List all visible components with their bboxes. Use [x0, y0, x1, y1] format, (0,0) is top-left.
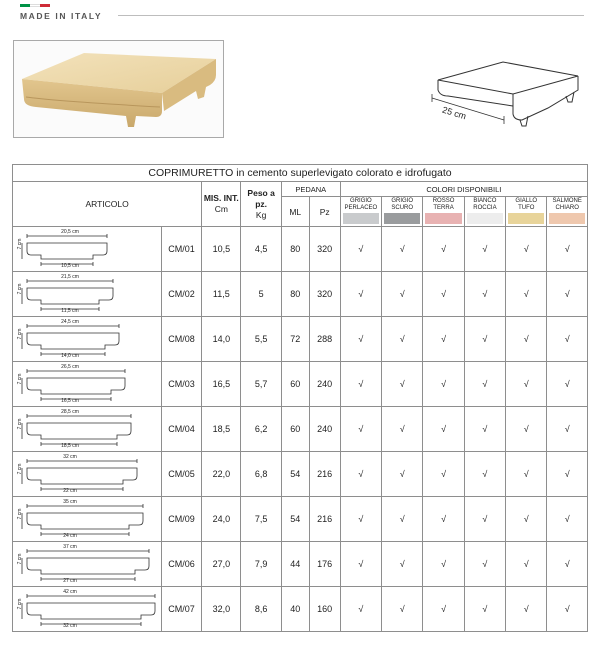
- color-name-line2: TERRA: [433, 205, 454, 211]
- header-colori: COLORI DISPONIBILI: [340, 182, 587, 197]
- profile-bottom-width: 11,5 cm: [61, 308, 79, 314]
- pedana-ml-value: 44: [281, 542, 309, 587]
- profile-height: 7 cm: [17, 598, 23, 610]
- product-code: CM/01: [161, 227, 201, 272]
- header-mis-int: [202, 182, 241, 227]
- color-name-line1: BIANCO: [473, 198, 497, 204]
- profile-bottom-width: 22 cm: [63, 488, 77, 494]
- made-in-italy-label: MADE IN ITALY: [20, 11, 103, 21]
- color-name-line2: ROCCIA: [473, 205, 497, 211]
- profile-bottom-width: 16,5 cm: [61, 398, 79, 404]
- product-code: CM/06: [161, 542, 201, 587]
- mis-int-value: 10,5: [202, 227, 241, 272]
- profile-drawing: [13, 497, 161, 541]
- peso-value: 5,5: [241, 317, 281, 362]
- peso-value: 6,8: [241, 452, 281, 497]
- profile-height: 7 cm: [17, 553, 23, 565]
- profile-drawing: [13, 587, 161, 631]
- availability-check: √: [547, 317, 588, 362]
- color-swatch: [425, 213, 461, 224]
- peso-value: 7,9: [241, 542, 281, 587]
- table-row: [13, 362, 588, 407]
- color-name-line2: CHIARO: [555, 205, 579, 211]
- profile-top-width: 21,5 cm: [61, 274, 79, 280]
- availability-check: √: [464, 317, 505, 362]
- profile-height: 7 cm: [17, 463, 23, 475]
- mis-int-value: 14,0: [202, 317, 241, 362]
- table-row: [13, 542, 588, 587]
- availability-check: √: [547, 542, 588, 587]
- availability-check: √: [382, 497, 423, 542]
- color-swatch: [549, 213, 585, 224]
- product-code: CM/03: [161, 362, 201, 407]
- flag-red: [40, 4, 50, 7]
- availability-check: √: [423, 497, 464, 542]
- availability-check: √: [464, 362, 505, 407]
- table-row: [13, 272, 588, 317]
- profile-top-width: 35 cm: [63, 499, 77, 505]
- availability-check: √: [506, 227, 547, 272]
- availability-check: √: [506, 542, 547, 587]
- availability-check: √: [423, 542, 464, 587]
- header-peso: [241, 182, 281, 227]
- color-header: [506, 197, 547, 227]
- availability-check: √: [382, 317, 423, 362]
- availability-check: √: [340, 317, 381, 362]
- availability-check: √: [464, 587, 505, 632]
- availability-check: √: [506, 272, 547, 317]
- availability-check: √: [382, 452, 423, 497]
- pedana-pz-value: 320: [309, 227, 340, 272]
- pedana-pz-value: 176: [309, 542, 340, 587]
- spec-table: [12, 164, 588, 632]
- color-header: [382, 197, 423, 227]
- availability-check: √: [547, 407, 588, 452]
- pedana-ml-value: 40: [281, 587, 309, 632]
- pedana-pz-value: 160: [309, 587, 340, 632]
- availability-check: √: [340, 497, 381, 542]
- header-mis-label: MIS. INT.: [203, 193, 239, 203]
- pedana-pz-value: 320: [309, 272, 340, 317]
- availability-check: √: [547, 497, 588, 542]
- availability-check: √: [382, 362, 423, 407]
- profile-top-width: 28,5 cm: [61, 409, 79, 415]
- profile-drawing: [13, 542, 161, 586]
- availability-check: √: [382, 227, 423, 272]
- product-code: CM/07: [161, 587, 201, 632]
- color-swatch: [384, 213, 420, 224]
- table-title: COPRIMURETTO in cemento superlevigato colorato e idrofugato: [13, 165, 588, 182]
- product-code: CM/04: [161, 407, 201, 452]
- availability-check: √: [423, 452, 464, 497]
- color-header: [340, 197, 381, 227]
- header-pz: Pz: [309, 197, 340, 227]
- profile-drawing-cell: [13, 452, 162, 497]
- header-peso-label: Peso a pz.: [247, 187, 275, 209]
- profile-top-width: 20,5 cm: [61, 229, 79, 235]
- profile-drawing-cell: [13, 497, 162, 542]
- profile-bottom-width: 18,5 cm: [61, 443, 79, 449]
- profile-bottom-width: 10,5 cm: [61, 263, 79, 269]
- profile-drawing: [13, 272, 161, 316]
- availability-check: √: [506, 362, 547, 407]
- profile-height: 7 cm: [17, 283, 23, 295]
- profile-drawing-cell: [13, 407, 162, 452]
- pedana-ml-value: 80: [281, 272, 309, 317]
- availability-check: √: [506, 317, 547, 362]
- profile-height: 7 cm: [17, 508, 23, 520]
- mis-int-value: 16,5: [202, 362, 241, 407]
- availability-check: √: [340, 542, 381, 587]
- color-name-line1: GRIGIO: [350, 198, 372, 204]
- profile-top-width: 26,5 cm: [61, 364, 79, 370]
- mis-int-value: 32,0: [202, 587, 241, 632]
- availability-check: √: [464, 407, 505, 452]
- profile-top-width: 24,5 cm: [61, 319, 79, 325]
- availability-check: √: [464, 227, 505, 272]
- profile-drawing: [13, 407, 161, 451]
- color-name-line2: PERLACEO: [344, 205, 378, 211]
- table-row: [13, 587, 588, 632]
- availability-check: √: [464, 452, 505, 497]
- diagram-width-label: 25 cm: [441, 104, 468, 122]
- table-row: [13, 407, 588, 452]
- table-row: [13, 452, 588, 497]
- profile-drawing-cell: [13, 542, 162, 587]
- profile-height: 7 cm: [17, 418, 23, 430]
- table-row: [13, 497, 588, 542]
- pedana-ml-value: 54: [281, 452, 309, 497]
- availability-check: √: [382, 587, 423, 632]
- pedana-pz-value: 240: [309, 407, 340, 452]
- availability-check: √: [464, 272, 505, 317]
- pedana-pz-value: 240: [309, 362, 340, 407]
- product-code: CM/09: [161, 497, 201, 542]
- coping-stone-image: [14, 41, 223, 137]
- availability-check: √: [340, 272, 381, 317]
- product-photo: [13, 40, 224, 138]
- mis-int-value: 24,0: [202, 497, 241, 542]
- color-name-line2: SCURO: [391, 205, 414, 211]
- availability-check: √: [423, 362, 464, 407]
- availability-check: √: [506, 497, 547, 542]
- pedana-ml-value: 80: [281, 227, 309, 272]
- table-row: [13, 227, 588, 272]
- mis-int-value: 27,0: [202, 542, 241, 587]
- color-swatch: [467, 213, 503, 224]
- mis-int-value: 11,5: [202, 272, 241, 317]
- profile-bottom-width: 24 cm: [63, 533, 77, 539]
- availability-check: √: [382, 542, 423, 587]
- profile-drawing: [13, 317, 161, 361]
- availability-check: √: [423, 272, 464, 317]
- profile-top-width: 37 cm: [63, 544, 77, 550]
- availability-check: √: [423, 407, 464, 452]
- color-name-line1: ROSSO: [432, 198, 455, 204]
- mis-int-value: 18,5: [202, 407, 241, 452]
- pedana-pz-value: 216: [309, 497, 340, 542]
- coping-diagram: [418, 50, 588, 135]
- profile-bottom-width: 27 cm: [63, 578, 77, 584]
- header-ml: ML: [281, 197, 309, 227]
- profile-drawing-cell: [13, 587, 162, 632]
- availability-check: √: [464, 542, 505, 587]
- pedana-ml-value: 60: [281, 362, 309, 407]
- mis-int-value: 22,0: [202, 452, 241, 497]
- header-divider: [118, 15, 584, 16]
- peso-value: 8,6: [241, 587, 281, 632]
- product-code: CM/05: [161, 452, 201, 497]
- availability-check: √: [506, 452, 547, 497]
- profile-drawing: [13, 227, 161, 271]
- profile-drawing-cell: [13, 317, 162, 362]
- peso-value: 4,5: [241, 227, 281, 272]
- profile-drawing-cell: [13, 272, 162, 317]
- availability-check: √: [340, 587, 381, 632]
- profile-drawing-cell: [13, 362, 162, 407]
- availability-check: √: [423, 227, 464, 272]
- availability-check: √: [547, 227, 588, 272]
- flag-green: [20, 4, 30, 7]
- availability-check: √: [423, 587, 464, 632]
- profile-bottom-width: 32 cm: [63, 623, 77, 629]
- header-mis-unit: Cm: [214, 204, 228, 214]
- profile-height: 7 cm: [17, 373, 23, 385]
- color-header: [423, 197, 464, 227]
- product-code: CM/02: [161, 272, 201, 317]
- availability-check: √: [382, 407, 423, 452]
- profile-top-width: 42 cm: [63, 589, 77, 595]
- profile-drawing: [13, 452, 161, 496]
- pedana-pz-value: 288: [309, 317, 340, 362]
- header-pedana: PEDANA: [281, 182, 340, 197]
- color-header: [464, 197, 505, 227]
- color-name-line1: GRIGIO: [391, 198, 414, 204]
- profile-bottom-width: 14,0 cm: [61, 353, 79, 359]
- availability-check: √: [547, 587, 588, 632]
- pedana-ml-value: 54: [281, 497, 309, 542]
- table-row: [13, 317, 588, 362]
- header-peso-unit: Kg: [255, 209, 267, 220]
- peso-value: 5: [241, 272, 281, 317]
- pedana-ml-value: 72: [281, 317, 309, 362]
- profile-drawing-cell: [13, 227, 162, 272]
- profile-height: 7 cm: [17, 238, 23, 250]
- color-swatch: [508, 213, 544, 224]
- availability-check: √: [547, 272, 588, 317]
- availability-check: √: [547, 362, 588, 407]
- italian-flag: [20, 4, 50, 7]
- color-name-line2: TUFO: [518, 205, 535, 211]
- pedana-pz-value: 216: [309, 452, 340, 497]
- profile-top-width: 32 cm: [63, 454, 77, 460]
- availability-check: √: [340, 362, 381, 407]
- profile-height: 7 cm: [17, 328, 23, 340]
- flag-white: [30, 4, 40, 7]
- color-name-line1: GIALLO: [515, 198, 538, 204]
- peso-value: 5,7: [241, 362, 281, 407]
- pedana-ml-value: 60: [281, 407, 309, 452]
- header-articolo: ARTICOLO: [13, 182, 202, 227]
- color-name-line1: SALMONE: [552, 198, 582, 204]
- availability-check: √: [340, 407, 381, 452]
- profile-drawing: [13, 362, 161, 406]
- availability-check: √: [340, 452, 381, 497]
- availability-check: √: [506, 587, 547, 632]
- availability-check: √: [382, 272, 423, 317]
- color-header: [547, 197, 588, 227]
- availability-check: √: [547, 452, 588, 497]
- peso-value: 6,2: [241, 407, 281, 452]
- availability-check: √: [423, 317, 464, 362]
- product-code: CM/08: [161, 317, 201, 362]
- peso-value: 7,5: [241, 497, 281, 542]
- availability-check: √: [340, 227, 381, 272]
- availability-check: √: [506, 407, 547, 452]
- color-swatch: [343, 213, 379, 224]
- availability-check: √: [464, 497, 505, 542]
